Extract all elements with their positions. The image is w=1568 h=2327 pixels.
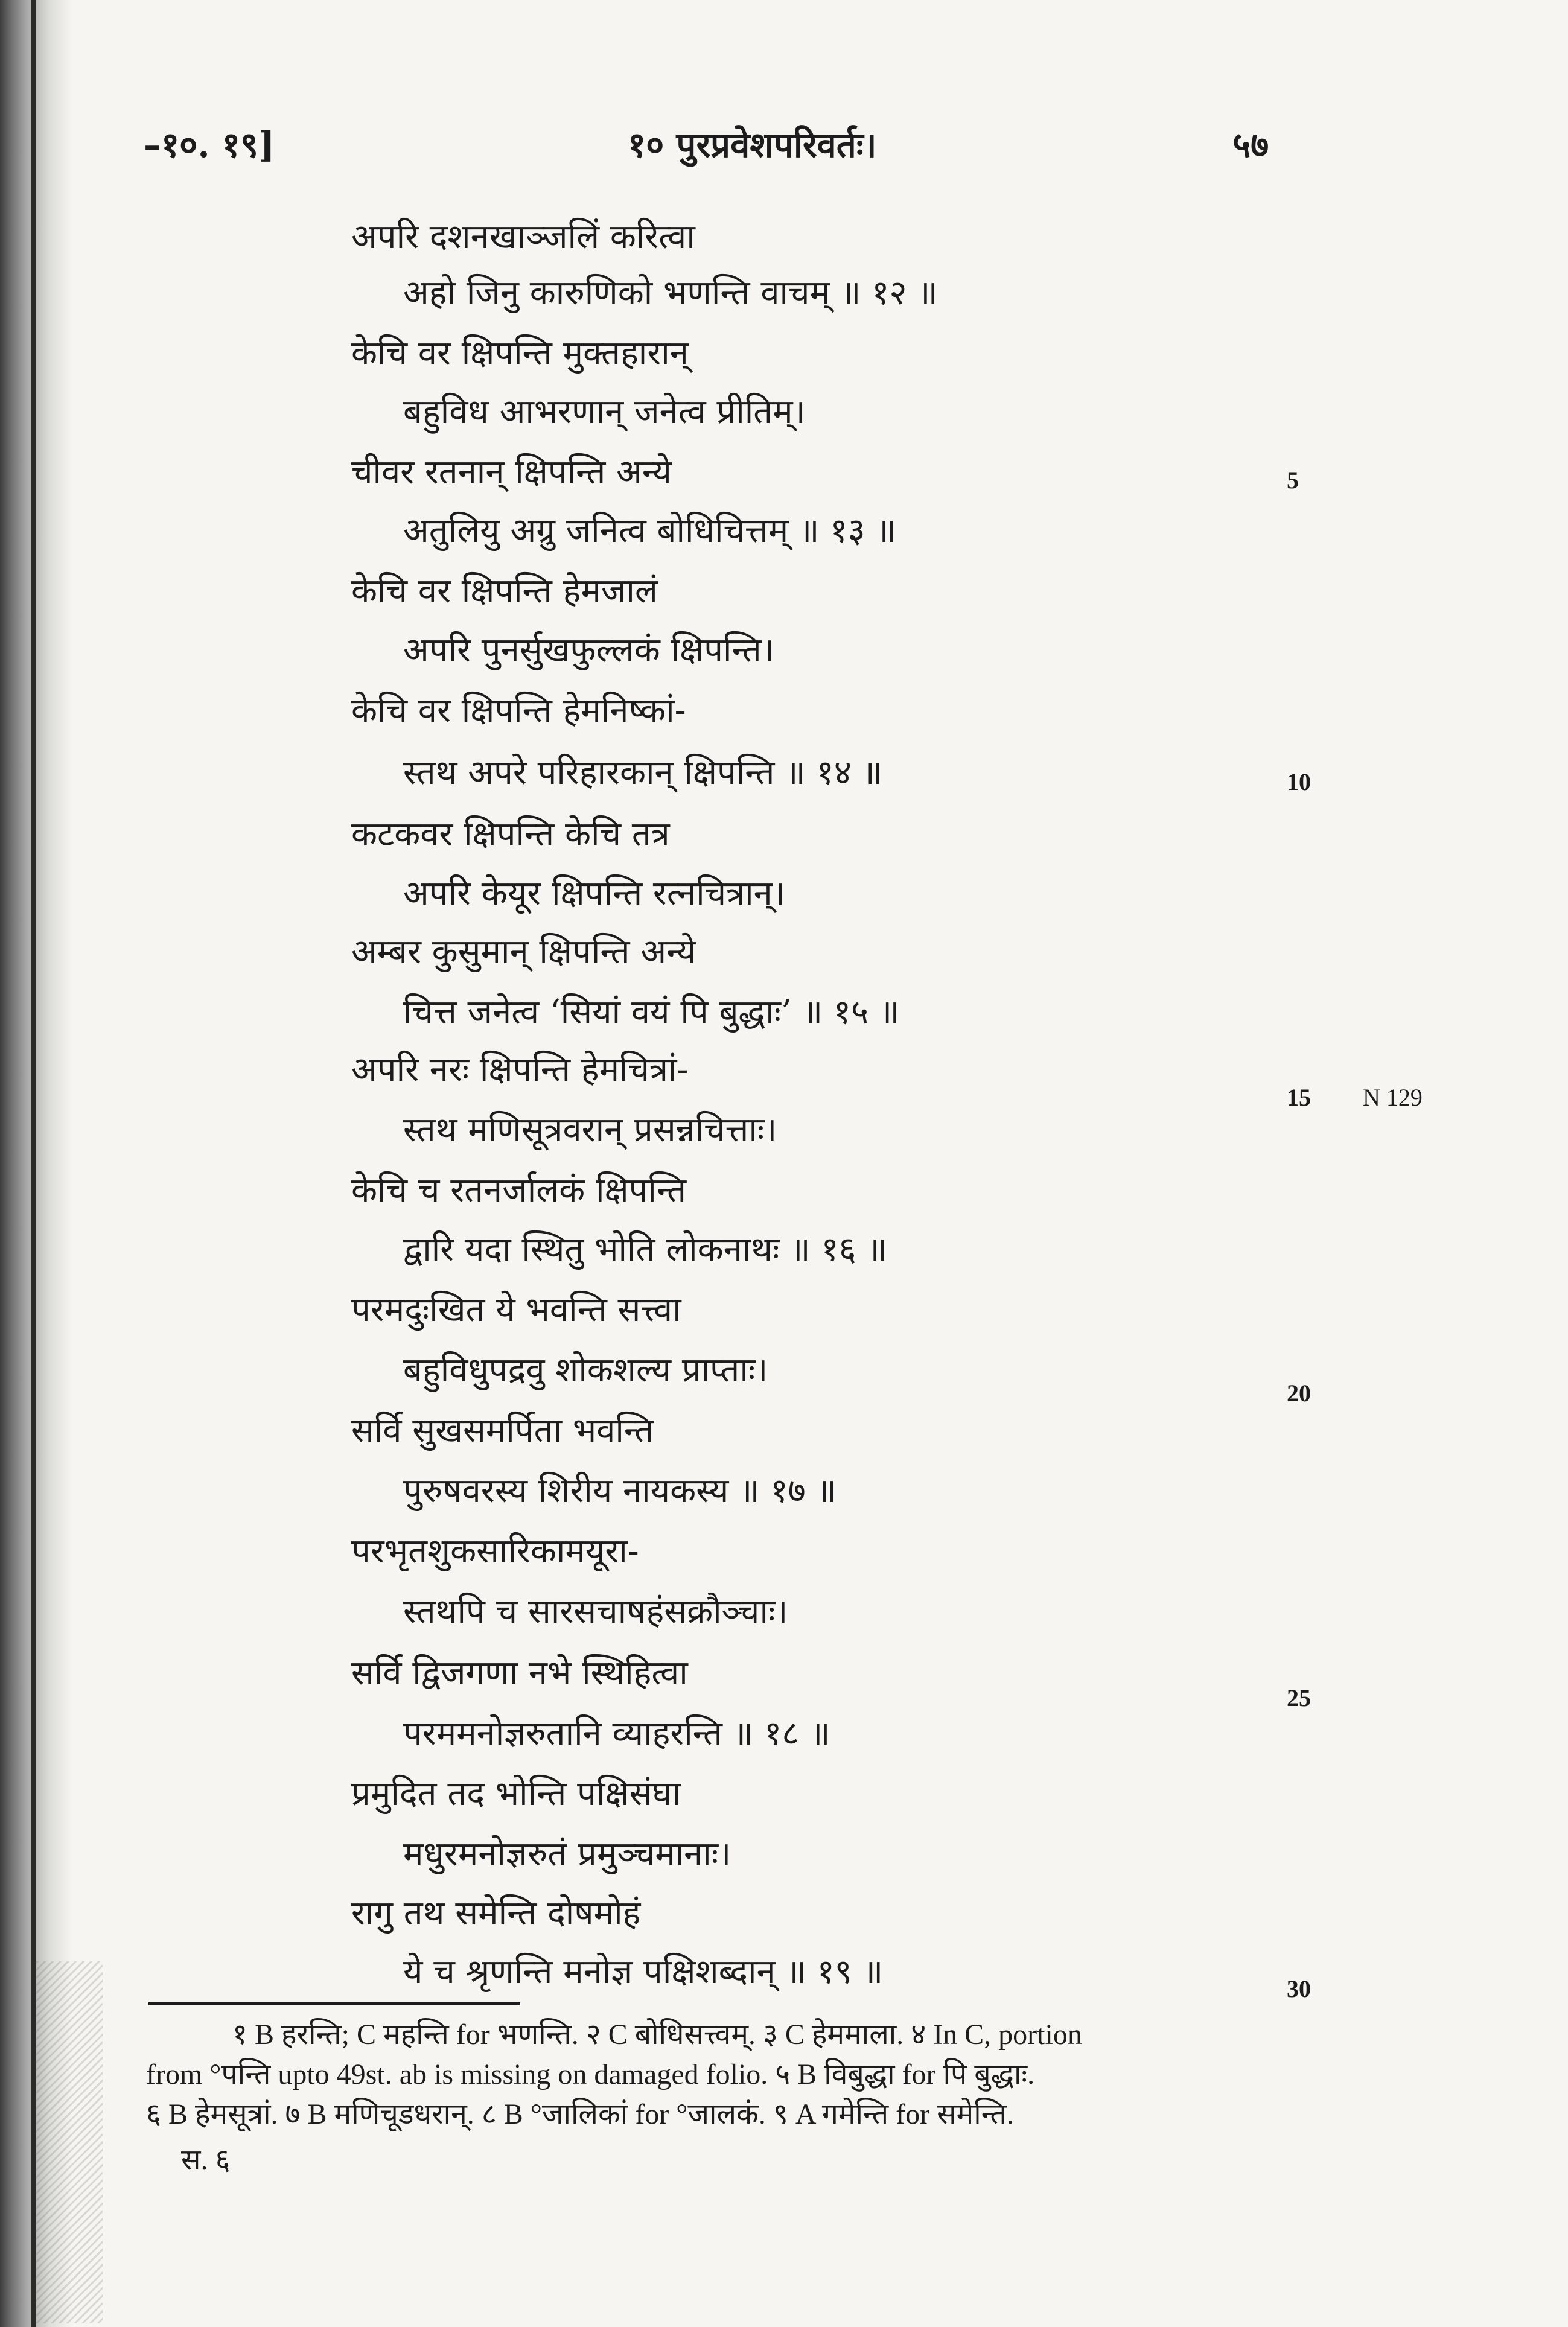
- line-number: 30: [1287, 1975, 1311, 2002]
- verse-line: केचि वर क्षिपन्ति हेमनिष्कां-: [351, 691, 686, 730]
- verse-line: बहुविध आभरणान् जनेत्व प्रीतिम्।: [403, 392, 806, 431]
- verse-line: अपरि केयूर क्षिपन्ति रत्नचित्रान्।: [403, 874, 785, 913]
- line-number: 25: [1287, 1684, 1311, 1711]
- verse-line: स्तथ मणिसूत्रवरान् प्रसन्नचित्ताः।: [403, 1110, 777, 1150]
- verse-line: परमदुःखित ये भवन्ति सत्त्वा: [351, 1290, 681, 1329]
- footnote-line: १ B हरन्ति; C महन्ति for भणन्ति. २ C बोधिसत्त्वम्. ३ C हेममाला. ४ In C, portion: [232, 2019, 1082, 2051]
- verse-line: अहो जिनु कारुणिको भणन्ति वाचम् ॥ १२ ॥: [403, 273, 938, 313]
- verse-line: पुरुषवरस्य शिरीय नायकस्य ॥ १७ ॥: [403, 1471, 837, 1510]
- footnote-line: ६ B हेमसूत्रां. ७ B मणिचूडधरान्. ८ B °जालिकां for °जालकं. ९ A गमेन्ति for समेन्ति.: [146, 2098, 1014, 2130]
- verse-line: केचि वर क्षिपन्ति हेमजालं: [351, 571, 658, 611]
- verse-line: सर्वि सुखसमर्पिता भवन्ति: [351, 1411, 654, 1450]
- verse-line: अतुलियु अग्रु जनित्व बोधिचित्तम् ॥ १३ ॥: [403, 511, 896, 550]
- verse-line: चित्त जनेत्व ‘सियां वयं पि बुद्धाः’ ॥ १५ ॥: [403, 993, 900, 1032]
- verse-line: द्वारि यदा स्थितु भोति लोकनाथः ॥ १६ ॥: [403, 1230, 888, 1269]
- verse-line: मधुरमनोज्ञरुतं प्रमुञ्चमानाः।: [403, 1835, 731, 1874]
- running-head-verse-range: –१०. १९]: [144, 124, 275, 165]
- running-head-title: १० पुरप्रवेशपरिवर्तः।: [628, 124, 877, 165]
- scan-speckle: [36, 1961, 103, 2323]
- verse-line: बहुविधुपद्रवु शोकशल्य प्राप्ताः।: [403, 1351, 768, 1390]
- line-number: 10: [1287, 768, 1311, 795]
- page-number: ५७: [1232, 124, 1269, 165]
- verse-line: परभृतशुकसारिकामयूरा-: [351, 1532, 639, 1571]
- binding-edge: [31, 0, 36, 2327]
- line-number: 15: [1287, 1084, 1311, 1111]
- verse-line: प्रमुदित तद भोन्ति पक्षिसंघा: [351, 1774, 681, 1813]
- verse-line: स्तथपि च सारसचाषहंसक्रौञ्चाः।: [403, 1592, 788, 1631]
- verse-line: परममनोज्ञरुतानि व्याहरन्ति ॥ १८ ॥: [403, 1714, 830, 1753]
- footnote-line: from °पन्ति upto 49st. ab is missing on damaged folio. ५ B विबुद्धा for पि बुद्धाः.: [146, 2058, 1035, 2090]
- marginal-reference: N 129: [1363, 1084, 1423, 1111]
- line-number: 20: [1287, 1380, 1311, 1407]
- verse-line: अम्बर कुसुमान् क्षिपन्ति अन्ये: [351, 932, 696, 972]
- verse-line: केचि च रतनर्जालकं क्षिपन्ति: [351, 1171, 687, 1210]
- verse-line: कटकवर क्षिपन्ति केचि तत्र: [351, 815, 670, 854]
- verse-line: अपरि दशनखाञ्जलिं करित्वा: [351, 217, 695, 256]
- verse-line: चीवर रतनान् क्षिपन्ति अन्ये: [351, 453, 672, 492]
- verse-line: स्तथ अपरे परिहारकान् क्षिपन्ति ॥ १४ ॥: [403, 753, 883, 792]
- line-number: 5: [1287, 466, 1299, 494]
- verse-line: रागु तथ समेन्ति दोषमोहं: [351, 1894, 641, 1933]
- verse-line: केचि वर क्षिपन्ति मुक्तहारान्: [351, 334, 689, 373]
- signature-mark: स. ६: [181, 2144, 231, 2176]
- footnote-rule: [148, 2002, 520, 2005]
- verse-line: ये च श्रृणन्ति मनोज्ञ पक्षिशब्दान् ॥ १९ ॥: [403, 1952, 884, 1991]
- verse-line: अपरि नरः क्षिपन्ति हेमचित्रां-: [351, 1050, 689, 1089]
- verse-line: सर्वि द्विजगणा नभे स्थिहित्वा: [351, 1654, 688, 1693]
- verse-line: अपरि पुनर्सुखफुल्लकं क्षिपन्ति।: [403, 631, 774, 670]
